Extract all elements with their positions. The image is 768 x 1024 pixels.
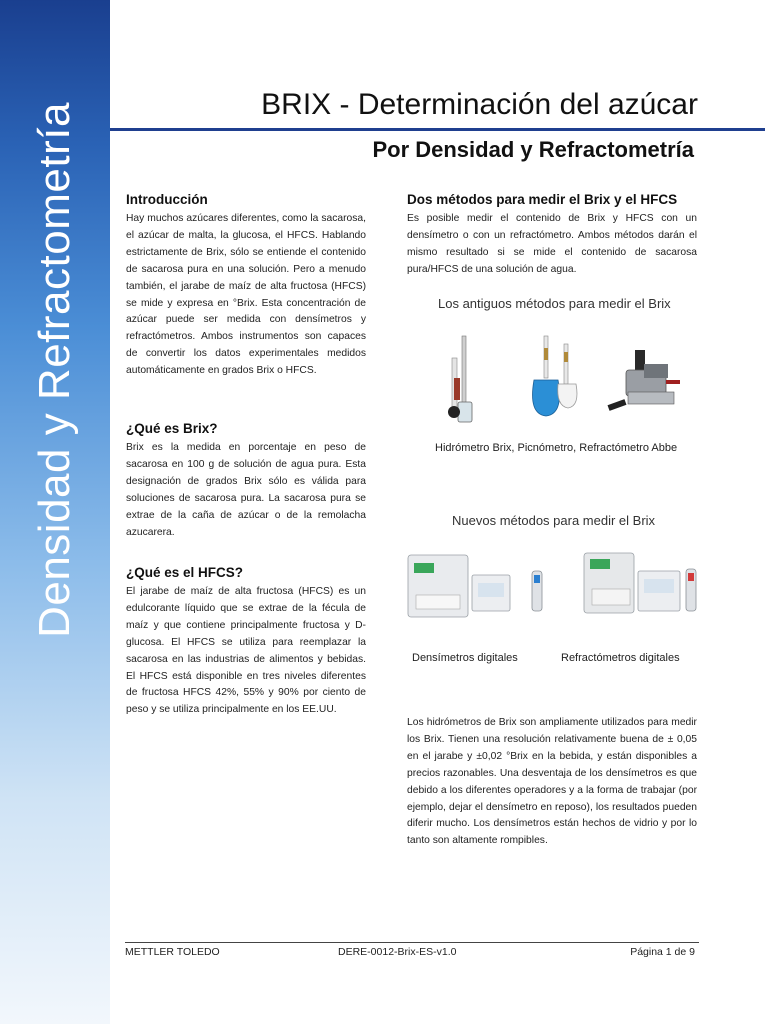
footer-doc-id: DERE-0012-Brix-ES-v1.0 <box>338 946 457 958</box>
title-rule <box>110 128 765 131</box>
new-methods-title: Nuevos métodos para medir el Brix <box>452 513 656 528</box>
brix-text: Brix es la medida en porcentaje en peso de sacarosa en 100 g de solución de agua pura. Esta designación de grados Brix sólo es válida para soluciones de sacarosa pura. La sacarosa pura se extrae de la caña de azúcar o de la remolacha azucarera. <box>126 442 366 538</box>
vertical-title: Densidad y Refractometría <box>30 102 79 638</box>
refractometer-icon <box>608 350 680 411</box>
old-methods-title: Los antiguos métodos para medir el Brix <box>438 296 671 311</box>
old-instruments-image <box>430 318 690 426</box>
sidebar-banner <box>0 0 110 1024</box>
pycnometer-icon <box>533 336 578 416</box>
methods-heading: Dos métodos para medir el Brix y el HFCS <box>407 192 678 207</box>
densimeter-caption: Densímetros digitales <box>412 652 518 664</box>
page-title: BRIX - Determinación del azúcar <box>261 88 698 121</box>
page-subtitle: Por Densidad y Refractometría <box>372 137 694 162</box>
hydrometer-icon <box>448 336 472 422</box>
brix-heading: ¿Qué es Brix? <box>126 421 218 436</box>
hfcs-text: El jarabe de maíz de alta fructosa (HFCS) es un edulcorante líquido que se extrae de la fécula de maíz y que contiene principalmente fructosa y D-glucosa. El HFCS se utiliza para reemplazar la sacarosa en las industrias de alimentos y bebidas. El HFCS está disponible en tres niveles diferentes de fructosa HFCS 42%, 55% y 90% por ciento de peso y se utiliza principalmente en los EE.UU. <box>126 586 366 716</box>
intro-text: Hay muchos azúcares diferentes, como la sacarosa, el azúcar de malta, la glucosa, el HFCS. Hablando estrictamente de Brix, sólo se entiende el contenido de sacarosa pura en una solución. Pero a menudo también, el jarabe de maíz de alta fructosa (HFCS) se mide y expresa en °Brix. Esta concentración de azúcar puede ser medida con densímetros y refractómetros. Ambos instrumentos son capaces de convertir los datos experimentales medidos automáticamente en grados Brix o HFCS. <box>126 213 366 377</box>
footer-rule <box>125 942 699 943</box>
digital-densimeter-icon <box>408 555 542 617</box>
hfcs-heading: ¿Qué es el HFCS? <box>126 565 244 580</box>
refractometer-caption: Refractómetros digitales <box>561 652 680 664</box>
hydrometer-text: Los hidrómetros de Brix son ampliamente utilizados para medir los Brix. Tienen una resolución relativamente buena de ± 0,05 en el jarabe y ±0,02 °Brix en la bebida, y están disponibles a precios razonables. Una desventaja de los densímetros es que debido a los diferentes operadores y a la forma de trabajar (por ejemplo, dejar el densímetro en reposo), los resultados pueden diferir mucho. Los densímetros están hechos de vidrio y por lo tanto son altamente rompibles. <box>407 717 697 847</box>
footer-company: METTLER TOLEDO <box>125 946 220 958</box>
old-methods-caption: Hidrómetro Brix, Picnómetro, Refractómetro Abbe <box>435 442 678 454</box>
digital-refractometer-icon <box>584 553 696 613</box>
new-instruments-image <box>404 545 704 623</box>
methods-text: Es posible medir el contenido de Brix y HFCS con un densímetro o con un refractómetro. Ambos métodos darán el mismo resultado si se mide el contenido de sacarosa pura/HFCS de una solución de agua. <box>407 213 697 275</box>
footer-page-number: Página 1 de 9 <box>630 946 695 958</box>
intro-heading: Introducción <box>126 192 208 207</box>
